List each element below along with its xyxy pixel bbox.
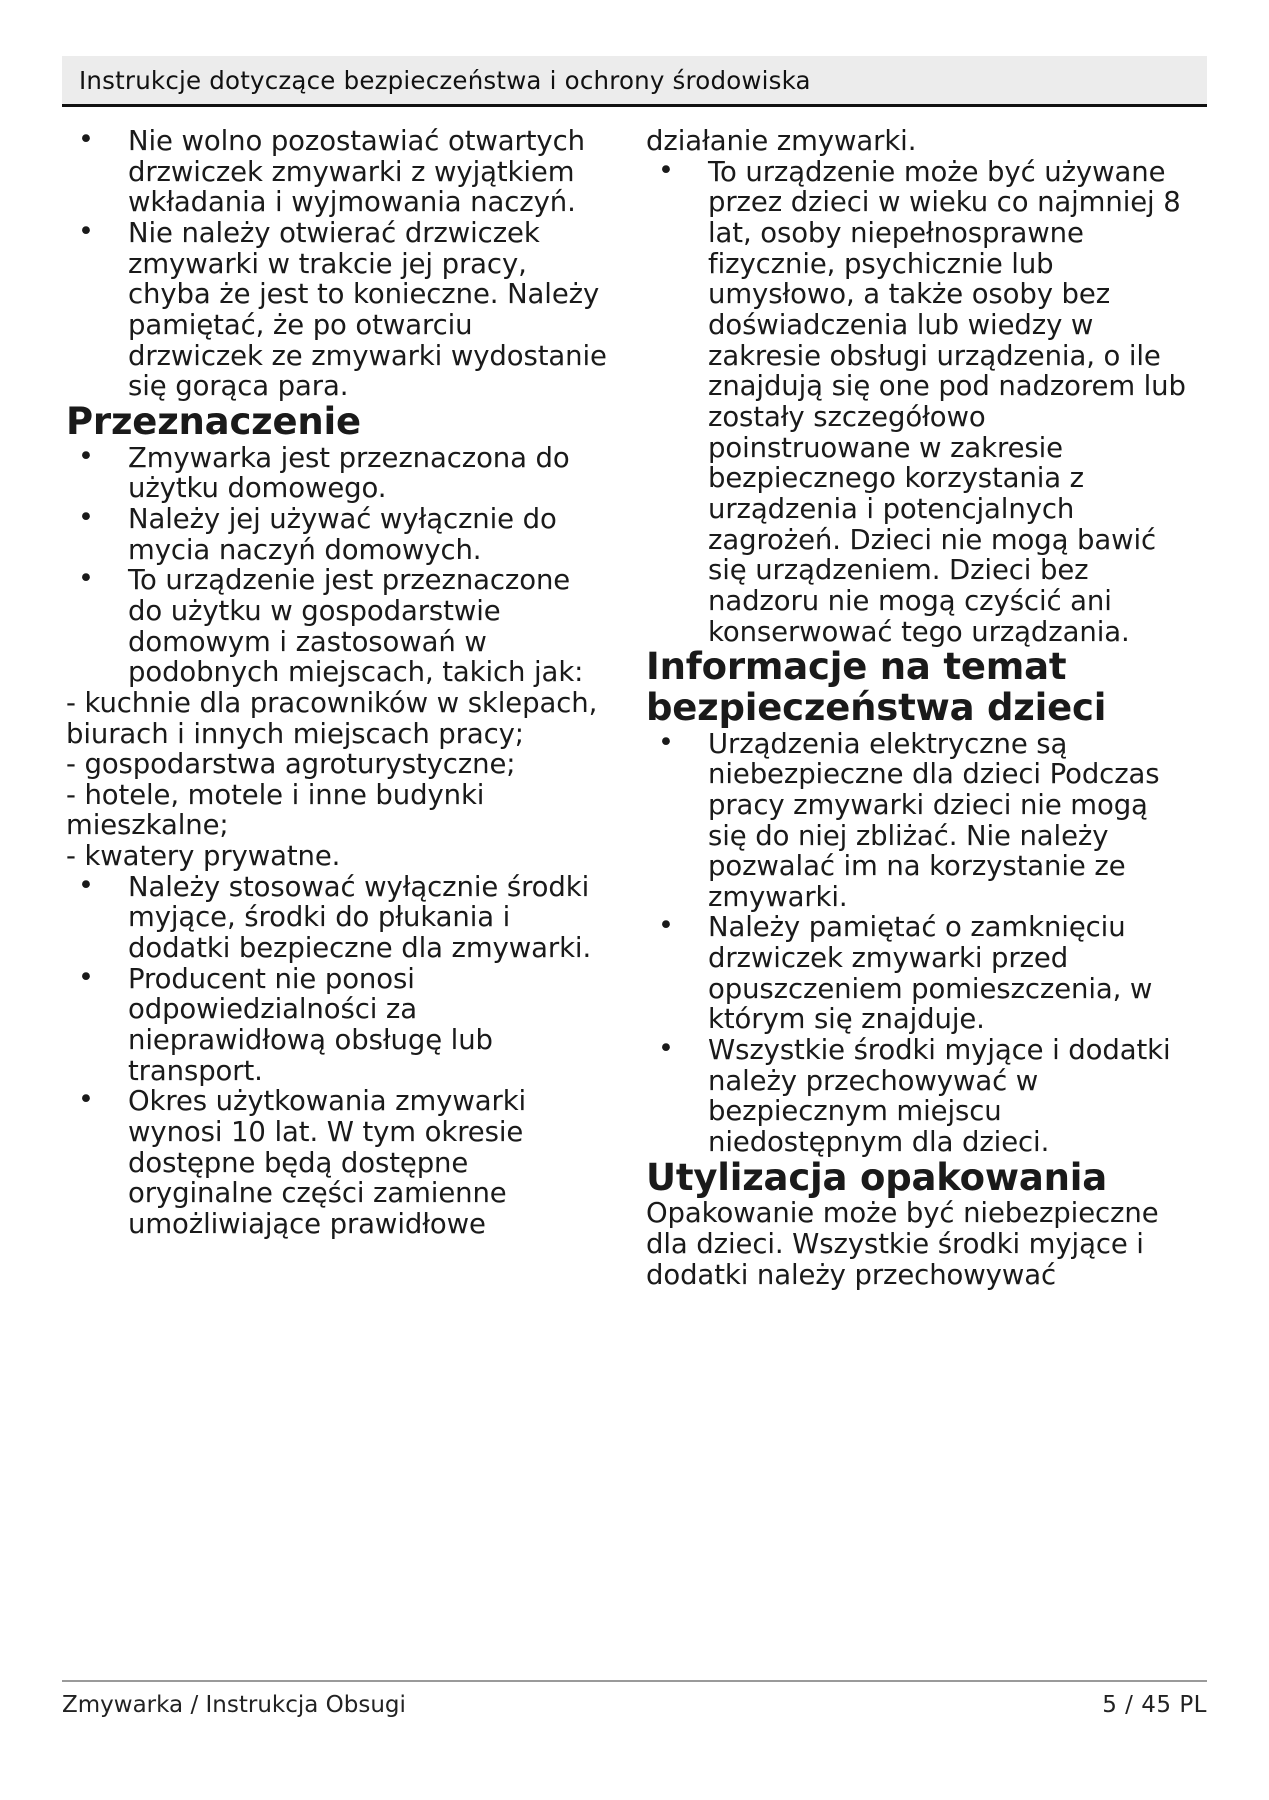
list-item: • Okres użytkowania zmywarki wynosi 10 lat. W tym okresie dostępne będą dostępne oryginalne części zamienne umożliwiające prawidłowe <box>66 1086 612 1239</box>
continuation-text: działanie zmywarki. <box>646 125 917 157</box>
dash-line: - gospodarstwa agroturystyczne; <box>66 748 516 781</box>
footer-document-title: Zmywarka / Instrukcja Obsugi <box>62 1692 406 1718</box>
list-item: • To urządzenie może być używane przez dzieci w wieku co najmniej 8 lat, osoby niepełnosprawne fizycznie, psychicznie lub umysłowo, a także osoby bez doświadczenia lub wiedzy w zakresie obsługi urządzenia, o ile znajdują się one pod nadzorem lub zostały szczegółowo poinstruowane w zakresie bezpiecznego korzystania z urządzenia i potencjalnych zagrożeń. Dzieci nie mogą bawić się urządzeniem. Dzieci bez nadzoru nie mogą czyścić ani konserwować tego urządzania. <box>646 157 1192 648</box>
right-top-bullet-list <box>646 157 1192 648</box>
list-item: • Producent nie ponosi odpowiedzialności za nieprawidłową obsługę lub transport. <box>66 964 612 1087</box>
header-divider <box>62 104 1207 107</box>
list-item: • Należy pamiętać o zamknięciu drzwiczek zmywarki przed opuszczeniem pomieszczenia, w którym się znajduje. <box>646 912 1192 1035</box>
section-paragraph: Opakowanie może być niebezpieczne dla dzieci. Wszystkie środki myjące i dodatki należy przechowywać <box>646 1197 1159 1291</box>
section-heading-przeznaczenie: Przeznaczenie <box>66 399 361 443</box>
dash-line: - hotele, motele i inne budynki mieszkalne; <box>66 778 485 842</box>
list-item: • Wszystkie środki myjące i dodatki należy przechowywać w bezpiecznym miejscu niedostępnym dla dzieci. <box>646 1035 1192 1158</box>
list-item: • Należy stosować wyłącznie środki myjące, środki do płukania i dodatki bezpieczne dla zmywarki. <box>66 872 612 964</box>
footer-page-number: 5 / 45 PL <box>1102 1692 1207 1718</box>
dash-line: - kwatery prywatne. <box>66 840 341 873</box>
list-item: • Urządzenia elektryczne są niebezpieczne dla dzieci Podczas pracy zmywarki dzieci nie mogą się do niej zbliżać. Nie należy pozwalać im na korzystanie ze zmywarki. <box>646 729 1192 913</box>
left-section-bullet-list-1 <box>66 443 612 688</box>
list-item: • To urządzenie jest przeznaczone do użytku w gospodarstwie domowym i zastosowań w podobnych miejscach, takich jak: <box>66 565 612 688</box>
right-column <box>646 126 1192 1290</box>
page-footer <box>62 1692 1207 1718</box>
list-item: • Nie wolno pozostawiać otwartych drzwiczek zmywarki z wyjątkiem wkładania i wyjmowania naczyń. <box>66 126 612 218</box>
content-columns <box>62 126 1207 1656</box>
right-section-bullet-list-1 <box>646 729 1192 1158</box>
list-item: • Należy jej używać wyłącznie do mycia naczyń domowych. <box>66 504 612 565</box>
left-section-bullet-list-2 <box>66 872 612 1240</box>
list-item: • Zmywarka jest przeznaczona do użytku domowego. <box>66 443 612 504</box>
page-header <box>62 56 1207 104</box>
list-item: • Nie należy otwierać drzwiczek zmywarki w trakcie jej pracy, chyba że jest to konieczne. Należy pamiętać, że po otwarciu drzwiczek ze zmywarki wydostanie się gorąca para. <box>66 218 612 402</box>
header-title: Instrukcje dotyczące bezpieczeństwa i ochrony środowiska <box>79 65 811 95</box>
left-top-bullet-list <box>66 126 612 402</box>
section-heading-utylizacja-opakowania: Utylizacja opakowania <box>646 1155 1108 1199</box>
left-column <box>66 126 612 1240</box>
section-heading-bezpieczenstwo-dzieci: Informacje na temat bezpieczeństwa dzieci <box>646 645 1107 729</box>
dash-line: - kuchnie dla pracowników w sklepach, biurach i innych miejscach pracy; <box>66 686 598 750</box>
footer-divider <box>62 1680 1207 1682</box>
